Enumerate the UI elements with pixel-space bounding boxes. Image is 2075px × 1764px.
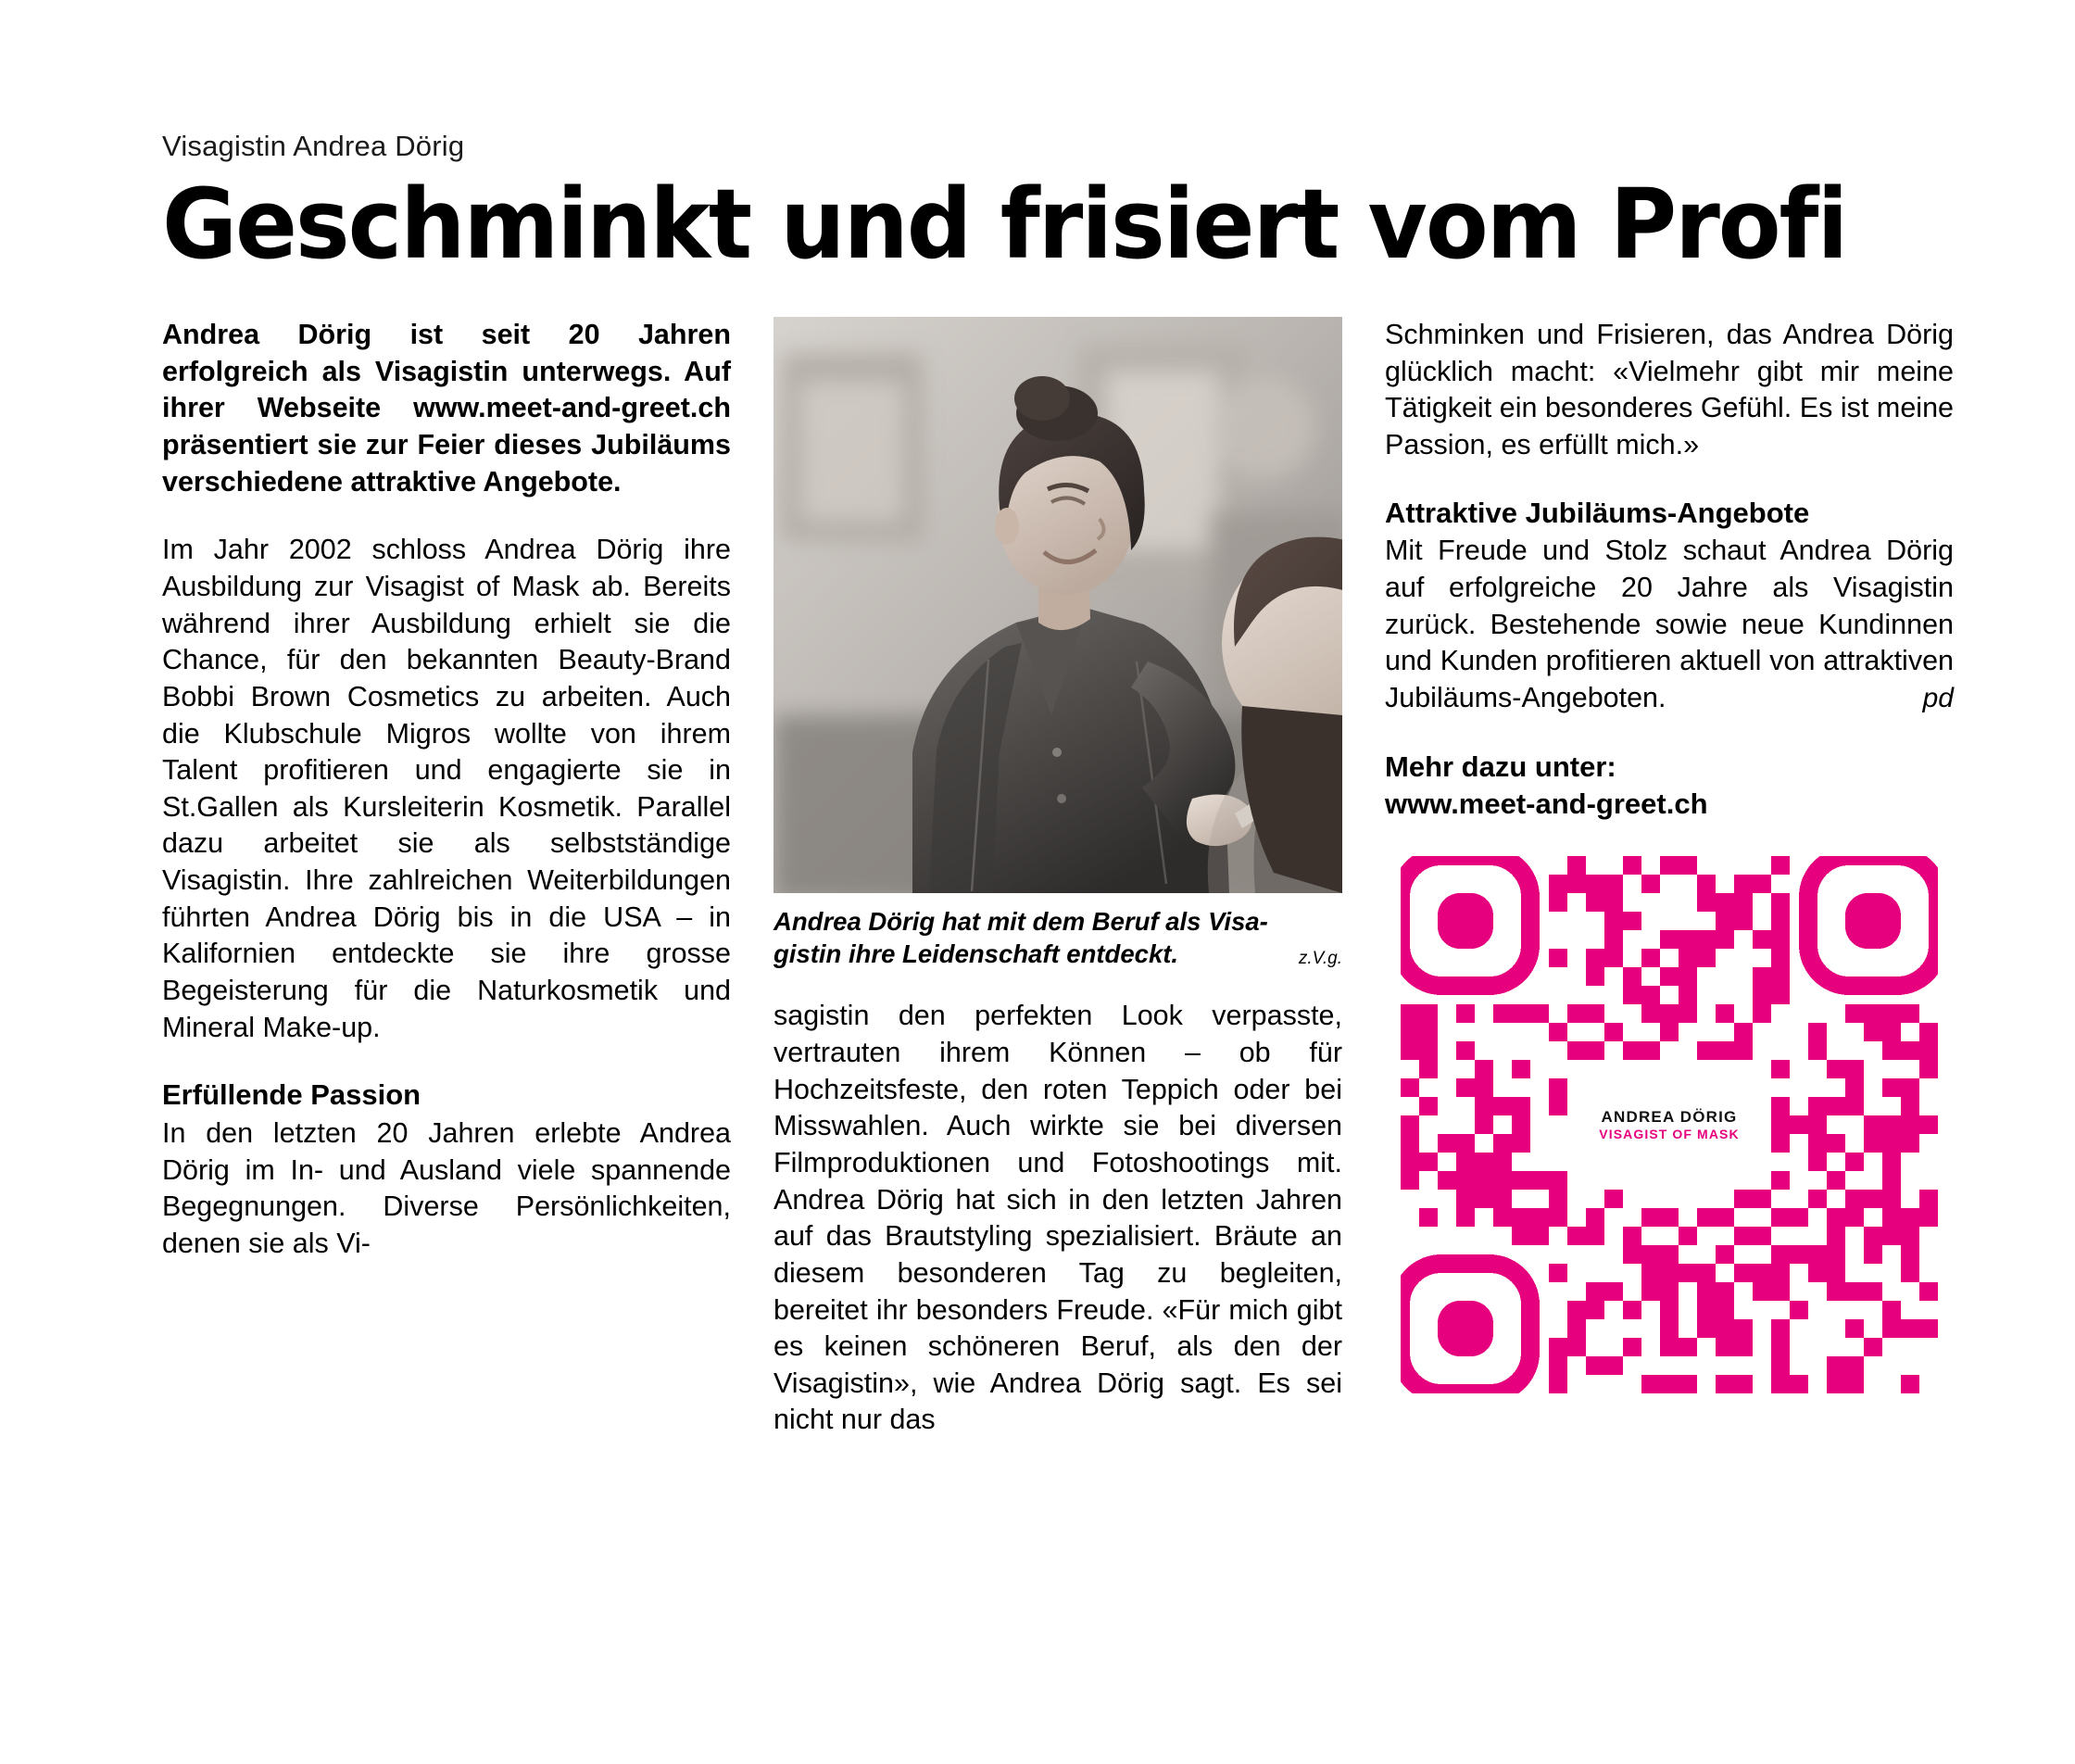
article-paragraph-5 bbox=[1385, 533, 1954, 716]
more-info-label: Mehr dazu unter: bbox=[1385, 750, 1616, 783]
qr-logo-line-2: VISAGIST OF MASK bbox=[1599, 1127, 1740, 1142]
column-2 bbox=[773, 317, 1342, 1439]
photo-caption-line-1: Andrea Dörig hat mit dem Beruf als Visa- bbox=[773, 907, 1268, 937]
more-info-url[interactable]: www.meet-and-greet.ch bbox=[1385, 787, 1708, 820]
article-paragraph-2: In den letzten 20 Jahren erlebte Andrea Dörig im In- und Ausland viele spannende Begegnungen. Diverse Persönlichkeiten, denen sie als Vi- bbox=[162, 1117, 731, 1259]
article-columns bbox=[162, 317, 1954, 1439]
caption-spacer bbox=[773, 972, 1342, 998]
photo-caption-line-2: gistin ihre Leidenschaft entdeckt. bbox=[773, 939, 1179, 968]
article-paragraph-1: Im Jahr 2002 schloss Andrea Dörig ihre Ausbildung zur Visagist of Mask ab. Bereits während ihrer Ausbildung erhielt sie die Chance, für den bekannten Beauty-Brand Bobbi Brown Cosmetics zu arbeiten. Auch die Klubschule Migros wollte von ihrem Talent profitieren und engagierte sie in St.Gallen als Kursleiterin Kosmetik. Parallel dazu arbeitet sie als selbstständige Visagistin. Ihre zahlreichen Weiterbildungen führten Andrea Dörig bis in die USA – in Kalifornien entdeckte sie ihre grosse Begeisterung für die Naturkosmetik und Mineral Make-up. bbox=[162, 534, 731, 1043]
article-subheading-2: Attraktive Jubiläums-Angebote bbox=[1385, 496, 1810, 529]
article-photo-figure bbox=[773, 317, 1342, 893]
article-byline: pd bbox=[1922, 683, 1954, 714]
article-paragraph-4: Schminken und Frisieren, das Andrea Dörig glücklich macht: «Vielmehr gibt mir meine Tätigkeit ein besonderes Gefühl. Es ist meine Passion, es erfüllt mich.» bbox=[1385, 319, 1954, 461]
article-paragraph-3: sagistin den perfekten Look verpasste, vertrauten ihrem Können – ob für Hochzeitsfeste, den roten Teppich oder bei Misswahlen. Auch wirkte sie bei diversen Filmproduktionen und Fotoshootings mit. Andrea Dörig hat sich in den letzten Jahren auf das Brautstyling spezialisiert. Bräute an diesem besonderen Tag zu begleiten, bereitet ihr besonders Freude. «Für mich gibt es keinen schöneren Beruf, als den der Visagistin», wie Andrea Dörig sagt. Es sei nicht nur das bbox=[773, 1000, 1342, 1436]
more-info-block bbox=[1385, 749, 1954, 824]
article-lead: Andrea Dörig ist seit 20 Jahren erfolgreich als Visagistin unterwegs. Auf ihrer Webseite www.meet-and-greet.ch präsentiert sie zur Feier dieses Jubiläums verschiedene attraktive Angebote. bbox=[162, 319, 731, 498]
article-paragraph-5-text: Mit Freude und Stolz schaut Andrea Dörig auf erfolgreiche 20 Jahre als Visagistin zurück. Bestehende sowie neue Kundinnen und Kunden profitieren aktuell von attraktiven Jubiläums-Angeboten. bbox=[1385, 535, 1954, 714]
page-title: Geschminkt und frisiert vom Profi bbox=[162, 168, 1847, 281]
qr-logo-line-1: ANDREA DÖRIG bbox=[1601, 1108, 1738, 1127]
article-kicker: Visagistin Andrea Dörig bbox=[162, 130, 465, 162]
qr-code-wrapper bbox=[1385, 856, 1954, 1393]
article-photo bbox=[773, 317, 1342, 893]
column-1 bbox=[162, 317, 731, 1262]
column-3 bbox=[1385, 317, 1954, 1393]
photo-caption bbox=[773, 906, 1342, 972]
photo-credit: z.V.g. bbox=[1298, 948, 1342, 968]
qr-center-logo bbox=[1591, 1089, 1748, 1161]
article-subheading-1: Erfüllende Passion bbox=[162, 1078, 421, 1112]
qr-code[interactable] bbox=[1401, 856, 1938, 1393]
